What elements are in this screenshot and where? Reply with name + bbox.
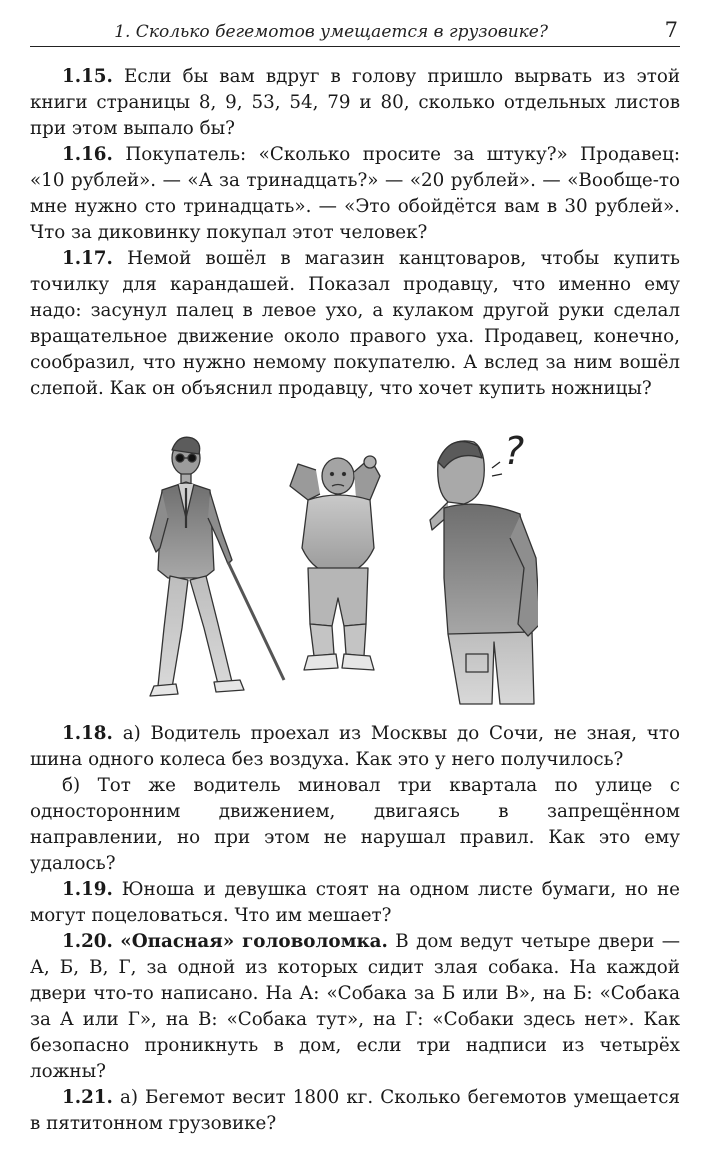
problem-title: «Опасная» головоломка. bbox=[120, 931, 388, 952]
problem-text: В дом ведут четыре двери — А, Б, В, Г, за одной из которых сидит злая собака. На каждой двери что-то написано. На А: «Собака за Б или В», на Б: «Собака за А или Г», на В: «Собака тут», на Г: «Собаки здесь нет». Как безопасно проникнуть в дом, если три надписи из четырёх ложны? bbox=[30, 931, 681, 1082]
question-mark-icon: ? bbox=[504, 429, 525, 473]
problem-number: 1.19. bbox=[62, 879, 113, 900]
problem-text: Покупатель: «Сколько просите за штуку?» Продавец: «10 рублей». — «А за тринадцать?» — «20 рублей». — «Вообще-то мне нужно сто тринадцать». — «Это обойдётся вам в 30 рублей». Что за диковинку покупал этот человек? bbox=[30, 144, 681, 243]
problems-top bbox=[30, 64, 680, 402]
blind-man-figure bbox=[150, 437, 284, 696]
problem-1-21 bbox=[30, 1085, 680, 1137]
problems-bottom bbox=[30, 721, 680, 1137]
problem-number: 1.18. bbox=[62, 723, 113, 744]
problem-1-18a bbox=[30, 721, 680, 773]
page-number: 7 bbox=[664, 18, 678, 42]
running-title: 1. Сколько бегемотов умещается в грузовике? bbox=[114, 22, 548, 42]
problem-number: 1.21. bbox=[62, 1087, 113, 1108]
problem-number: 1.20. bbox=[62, 931, 113, 952]
mute-man-figure bbox=[290, 456, 380, 670]
problem-1-17 bbox=[30, 246, 680, 402]
problem-1-19 bbox=[30, 877, 680, 929]
problem-number: 1.17. bbox=[62, 248, 113, 269]
puzzled-man-figure bbox=[430, 429, 538, 704]
problem-1-16 bbox=[30, 142, 680, 246]
problem-text: Юноша и девушка стоят на одном листе бумаги, но не могут поцеловаться. Что им мешает? bbox=[30, 879, 680, 926]
problem-1-15 bbox=[30, 64, 680, 142]
problem-text: Если бы вам вдруг в голову пришло вырвать из этой книги страницы 8, 9, 53, 54, 79 и 80, сколько отдельных листов при этом выпало бы? bbox=[30, 66, 681, 139]
problem-text: б) Тот же водитель миновал три квартала по улице с односторонним движением, двигаясь в запрещённом направлении, но при этом не нарушал правил. Как это ему удалось? bbox=[30, 775, 680, 874]
problem-text: а) Водитель проехал из Москвы до Сочи, не зная, что шина одного колеса без воздуха. Как это у него получилось? bbox=[30, 723, 681, 770]
problem-text: Немой вошёл в магазин канцтоваров, чтобы купить точилку для карандашей. Показал продавцу, что именно ему надо: засунул палец в левое ухо, а кулаком другой руки сделал вращательное движение около правого уха. Продавец, конечно, сообразил, что нужно немому покупателю. А вслед за ним вошёл слепой. Как он объяснил продавцу, что хочет купить ножницы? bbox=[30, 248, 681, 399]
problem-number: 1.16. bbox=[62, 144, 113, 165]
page-header bbox=[30, 18, 680, 47]
problem-1-20 bbox=[30, 929, 680, 1085]
problem-number: 1.15. bbox=[62, 66, 113, 87]
problem-text: а) Бегемот весит 1800 кг. Сколько бегемотов умещается в пятитонном грузовике? bbox=[30, 1087, 681, 1134]
cartoon-illustration bbox=[148, 428, 538, 708]
problem-1-18b bbox=[30, 773, 680, 877]
cartoon-svg bbox=[148, 428, 538, 708]
